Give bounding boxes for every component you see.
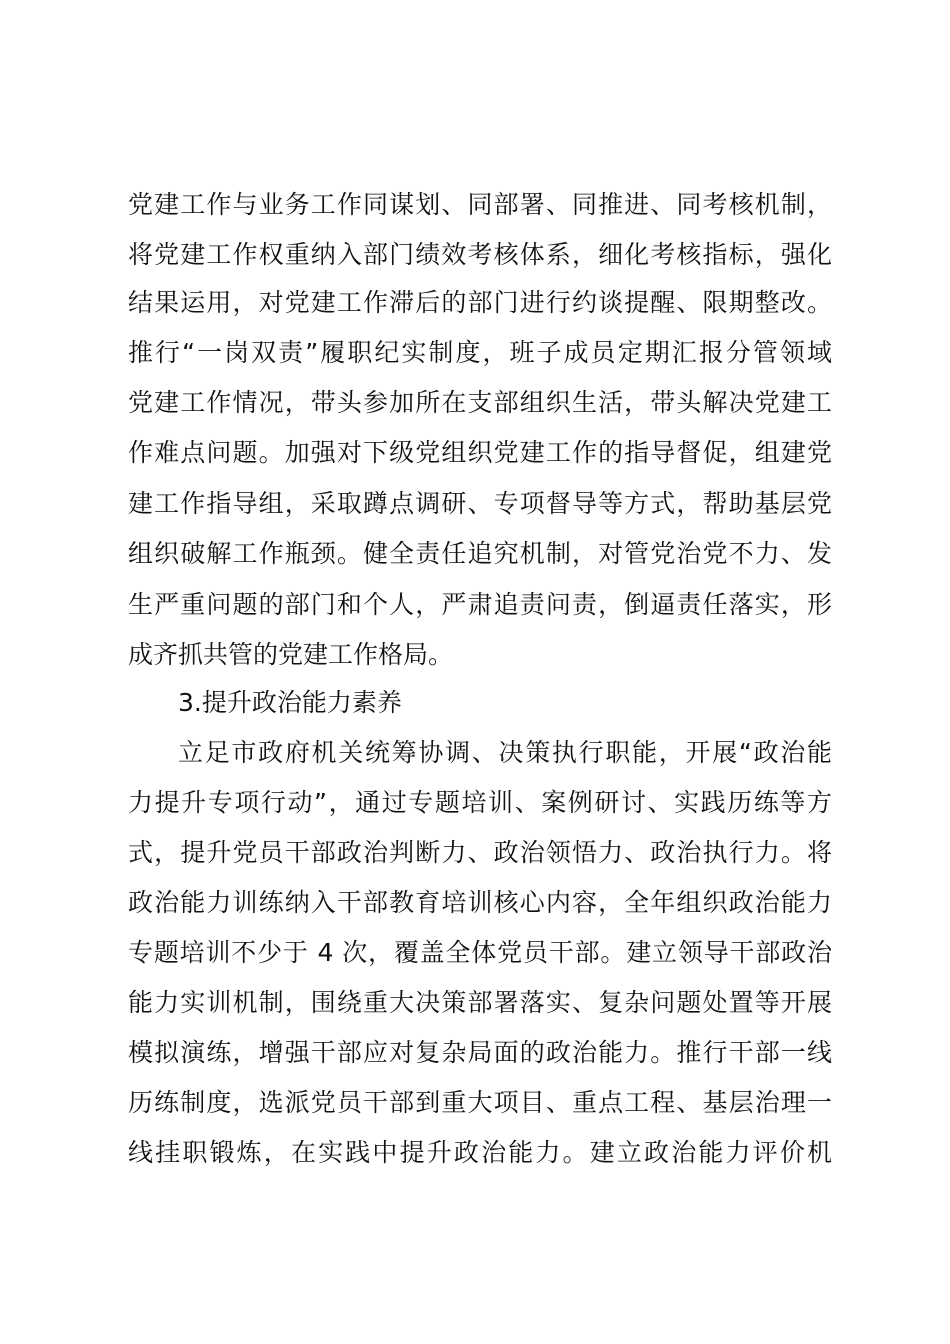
paragraph-1-line-6: 作难点问题。加强对下级党组织党建工作的指导督促，组建党 xyxy=(128,438,832,467)
paragraph-1-line-3: 结果运用，对党建工作滞后的部门进行约谈提醒、限期整改。 xyxy=(128,288,832,317)
section-heading: 3.提升政治能力素养 xyxy=(178,688,402,717)
paragraph-2-line-6: 能力实训机制，围绕重大决策部署落实、复杂问题处置等开展 xyxy=(128,988,832,1017)
paragraph-1-line-10: 成齐抓共管的党建工作格局。 xyxy=(128,640,454,669)
paragraph-2-line-8: 历练制度，选派党员干部到重大项目、重点工程、基层治理一 xyxy=(128,1088,832,1117)
paragraph-1-line-2: 将党建工作权重纳入部门绩效考核体系，细化考核指标，强化 xyxy=(128,240,832,269)
paragraph-2-line-5: 专题培训不少于 4 次，覆盖全体党员干部。建立领导干部政治 xyxy=(128,938,832,967)
paragraph-1-line-7: 建工作指导组，采取蹲点调研、专项督导等方式，帮助基层党 xyxy=(128,489,832,518)
paragraph-1-line-5: 党建工作情况，带头参加所在支部组织生活，带头解决党建工 xyxy=(128,388,832,417)
paragraph-2-line-3: 式，提升党员干部政治判断力、政治领悟力、政治执行力。将 xyxy=(128,838,832,867)
paragraph-2-line-1: 立足市政府机关统筹协调、决策执行职能，开展“政治能 xyxy=(178,738,832,767)
paragraph-2-line-2: 力提升专项行动”，通过专题培训、案例研讨、实践历练等方 xyxy=(128,788,832,817)
paragraph-1-line-1: 党建工作与业务工作同谋划、同部署、同推进、同考核机制， xyxy=(128,190,832,219)
paragraph-1-line-4: 推行“一岗双责”履职纪实制度，班子成员定期汇报分管领域 xyxy=(128,338,832,367)
paragraph-2-line-9: 线挂职锻炼，在实践中提升政治能力。建立政治能力评价机 xyxy=(128,1138,832,1167)
paragraph-1-line-8: 组织破解工作瓶颈。健全责任追究机制，对管党治党不力、发 xyxy=(128,539,832,568)
paragraph-1-line-9: 生严重问题的部门和个人，严肃追责问责，倒逼责任落实，形 xyxy=(128,590,832,619)
paragraph-2-line-4: 政治能力训练纳入干部教育培训核心内容，全年组织政治能力 xyxy=(128,888,832,917)
paragraph-2-line-7: 模拟演练，增强干部应对复杂局面的政治能力。推行干部一线 xyxy=(128,1038,832,1067)
